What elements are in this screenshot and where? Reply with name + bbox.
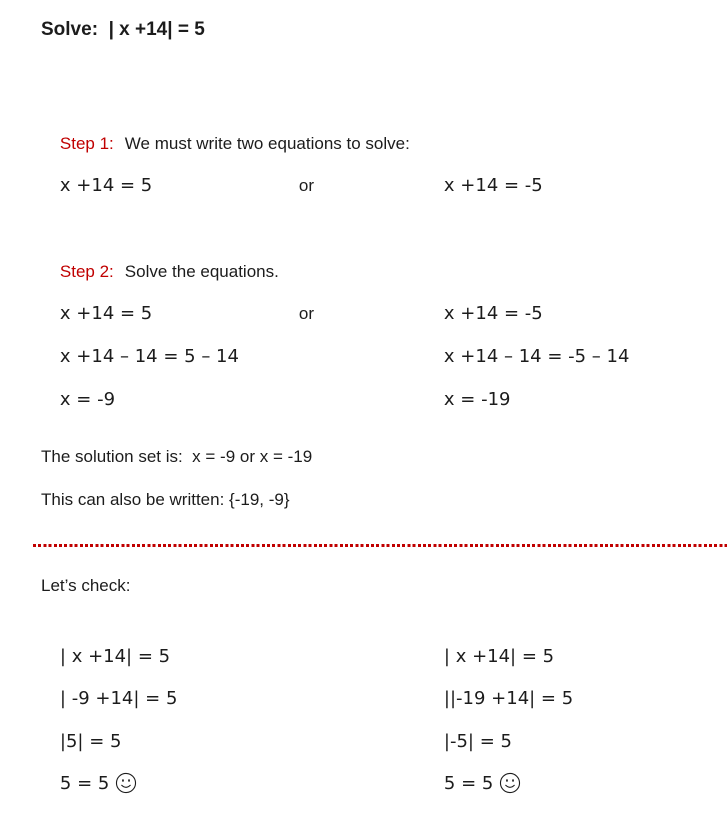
smiley-face-icon — [499, 772, 521, 794]
check-left: | x +14| = 5 — [59, 646, 171, 667]
check-right: | x +14| = 5 — [443, 646, 555, 667]
check-right: ||-19 +14| = 5 — [443, 688, 574, 709]
check-right-result — [444, 773, 521, 794]
check-row — [41, 657, 574, 709]
check-left-result — [60, 770, 444, 798]
equation-right: x = -19 — [443, 389, 511, 410]
check-row — [41, 700, 512, 752]
step2-equation-row — [41, 272, 543, 324]
step2-text: Solve the equations. — [124, 262, 279, 281]
solution-set-notation: This can also be written: {-19, -9} — [41, 490, 290, 509]
check-left: |5| = 5 — [59, 731, 122, 752]
or-connector: or — [298, 304, 315, 323]
solution-set-text: The solution set is: x = -9 or x = -19 — [41, 447, 313, 466]
equation-right: x +14 = -5 — [443, 175, 543, 196]
equation-left: x +14 = 5 — [59, 303, 153, 324]
equation-right: x +14 – 14 = -5 – 14 — [443, 346, 630, 367]
check-heading: Let’s check: — [41, 576, 131, 595]
check-left: | -9 +14| = 5 — [59, 688, 178, 709]
equation-right: x +14 = -5 — [443, 303, 543, 324]
step2-equation-row — [41, 358, 511, 410]
step1-heading — [41, 102, 410, 153]
equation-left: x = -9 — [59, 389, 116, 410]
equation-left: x +14 – 14 = 5 – 14 — [59, 346, 239, 367]
equation-left: x +14 = 5 — [59, 175, 153, 196]
step1-label: Step 1: — [59, 134, 114, 153]
check-row — [41, 615, 555, 667]
check-right: |-5| = 5 — [443, 731, 512, 752]
step2-label: Step 2: — [59, 262, 114, 281]
or-connector: or — [298, 176, 315, 195]
step1-equation-row — [41, 144, 543, 196]
check-right: 5 = 5 — [443, 773, 494, 794]
step2-equation-row — [41, 315, 630, 367]
problem-title: Solve: | x +14| = 5 — [41, 19, 205, 40]
smiley-face-icon — [115, 772, 137, 794]
section-divider — [33, 544, 727, 547]
check-row — [41, 742, 521, 794]
step1-text: We must write two equations to solve: — [124, 134, 410, 153]
step2-heading — [41, 230, 279, 281]
check-left: 5 = 5 — [59, 773, 110, 794]
